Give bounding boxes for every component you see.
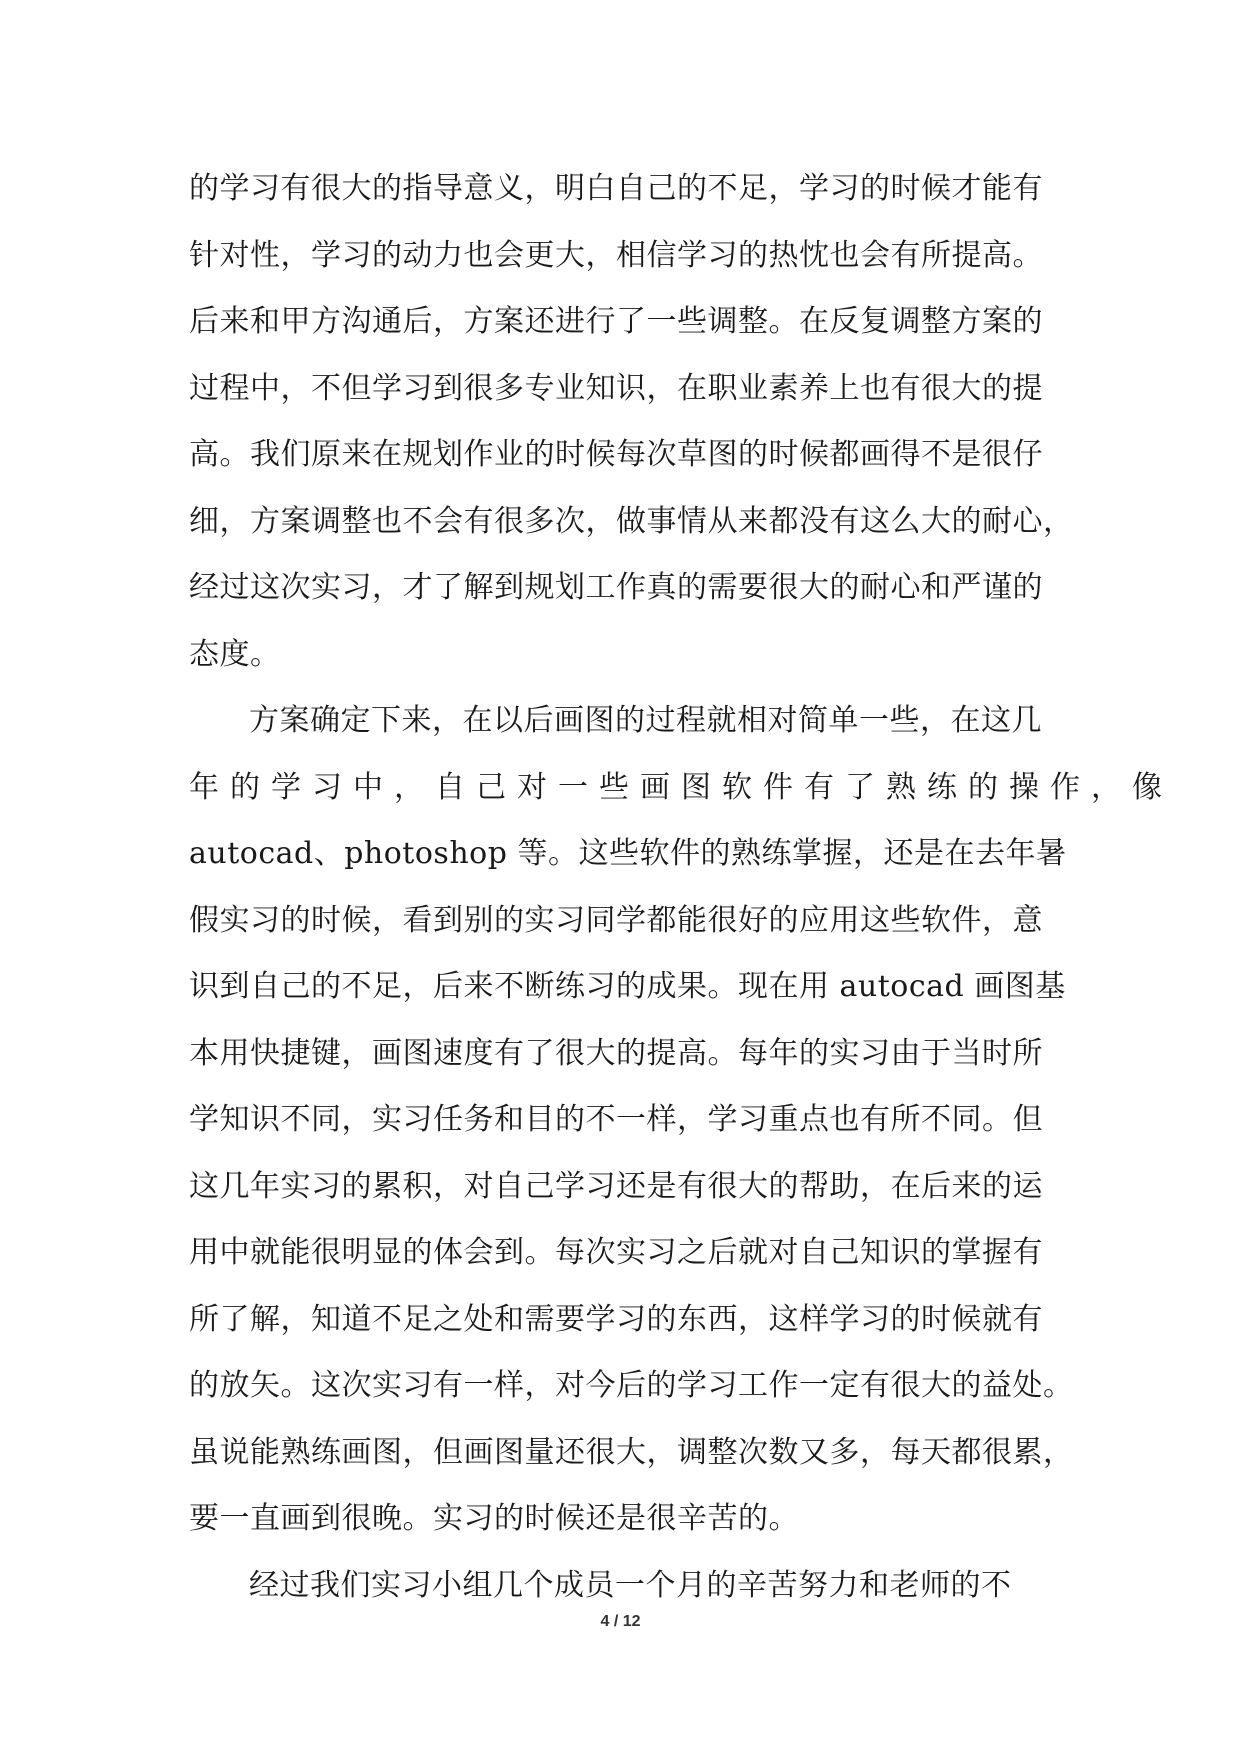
text-line: 用中就能很明显的体会到。每次实习之后就对自己知识的掌握有 [189,1235,1043,1270]
text-line: 针对性，学习的动力也会更大，相信学习的热忱也会有所提高。 [189,237,1043,273]
text-line: 识到自己的不足，后来不断练习的成果。现在用 autocad 画图基 [189,969,1066,1004]
text-line: 经过这次实习，才了解到规划工作真的需要很大的耐心和严谨的 [189,570,1043,605]
text-line: autocad、photoshop 等。这些软件的熟练掌握，还是在去年暑 [189,836,1067,871]
body-text [189,156,1173,1619]
text-line: 高。我们原来在规划作业的时候每次草图的时候都画得不是很仔 [189,437,1043,472]
text-line: 虽说能熟练画图，但画图量还很大，调整次数又多，每天都很累， [189,1434,1074,1470]
text-line: 的学习有很大的指导意义，明白自己的不足，学习的时候才能有 [189,171,1043,206]
text-line: 要一直画到很晚。实习的时候还是很辛苦的。 [189,1501,799,1536]
text-line: 细，方案调整也不会有很多次，做事情从来都没有这么大的耐心， [189,503,1074,539]
paragraph-start-line: 经过我们实习小组几个成员一个月的辛苦努力和老师的不 [249,1567,1012,1603]
paragraph-start-line: 方案确定下来，在以后画图的过程就相对简单一些，在这几 [249,703,1042,738]
text-line: 这几年实习的累积，对自己学习还是有很大的帮助，在后来的运 [189,1168,1043,1204]
text-line: 年的学习中，自己对一些画图软件有了熟练的操作，像 [189,769,1173,805]
page-number: 4 / 12 [600,1613,641,1630]
text-line: 态度。 [189,636,281,672]
text-line: 的放矢。这次实习有一样，对今后的学习工作一定有很大的益处。 [189,1368,1074,1403]
text-line: 本用快捷键，画图速度有了很大的提高。每年的实习由于当时所 [189,1035,1043,1071]
text-line: 过程中，不但学习到很多专业知识，在职业素养上也有很大的提 [189,370,1043,406]
text-line: 所了解，知道不足之处和需要学习的东西，这样学习的时候就有 [189,1301,1043,1337]
text-line: 学知识不同，实习任务和目的不一样，学习重点也有所不同。但 [189,1102,1043,1137]
text-line: 后来和甲方沟通后，方案还进行了一些调整。在反复调整方案的 [189,304,1043,339]
text-line: 假实习的时候，看到别的实习同学都能很好的应用这些软件，意 [189,902,1043,938]
